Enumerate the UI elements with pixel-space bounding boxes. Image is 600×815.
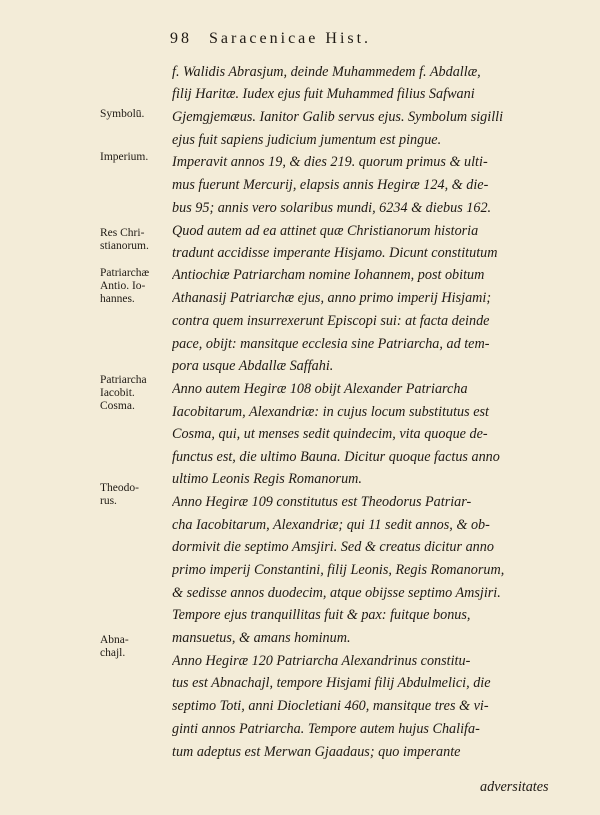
body-line: pora usque Abdallæ Saffahi.	[172, 359, 334, 374]
body-line: dormivit die septimo Amsjiri. Sed & creatus dicitur anno	[172, 540, 494, 555]
body-line: Athanasij Patriarchæ ejus, anno primo imperij Hisjami;	[172, 291, 492, 306]
margin-note-line: Symbolū.	[100, 108, 145, 120]
margin-note-symbolum	[100, 108, 172, 121]
margin-note-line: stianorum.	[100, 240, 149, 252]
margin-note-line: hannes.	[100, 293, 135, 305]
body-line: tradunt accidisse imperante Hisjamo. Dicunt constitutum	[172, 246, 498, 261]
body-line: filij Haritæ. Iudex ejus fuit Muhammed filius Safwani	[172, 87, 475, 102]
margin-note-imperium	[100, 151, 172, 164]
body-line: contra quem insurrexerunt Episcopi sui: at facta deinde	[172, 314, 490, 329]
running-header	[170, 30, 570, 48]
margin-note-abnachajl	[100, 634, 172, 660]
body-line: tum adeptus est Merwan Gjaadaus; quo imperante	[172, 745, 461, 760]
body-line: Tempore ejus tranquillitas fuit & pax: fuitque bonus,	[172, 608, 471, 623]
margin-note-theodorus	[100, 482, 172, 508]
body-line: Anno Hegiræ 109 constitutus est Theodorus Patriar-	[172, 495, 472, 510]
margin-note-line: Abna-	[100, 634, 129, 646]
body-line: tus est Abnachajl, tempore Hisjami filij Abdulmelici, die	[172, 676, 491, 691]
margin-note-line: Cosma.	[100, 400, 135, 412]
body-line: ejus fuit sapiens judicium jumentum est pingue.	[172, 133, 442, 148]
body-line: Cosma, qui, ut menses sedit quindecim, vita quoque de-	[172, 427, 488, 442]
margin-note-res-christianorum	[100, 227, 172, 253]
body-line: septimo Toti, anni Diocletiani 460, mansitque tres & vi-	[172, 699, 489, 714]
margin-note-line: Antio. Io-	[100, 280, 146, 292]
body-line: pace, obijt: mansitque ecclesia sine Patriarcha, ad tem-	[172, 337, 490, 352]
margin-note-patriarchae-antio	[100, 267, 172, 306]
body-line: & sedisse annos duodecim, atque obijsse septimo Amsjiri.	[172, 586, 501, 601]
running-title: Saracenicae Hist.	[209, 30, 372, 47]
margin-note-line: Patriarchæ	[100, 267, 150, 279]
body-line: mansuetus, & amans hominum.	[172, 631, 351, 646]
body-line: Anno Hegiræ 120 Patriarcha Alexandrinus constitu-	[172, 654, 471, 669]
body-line: ginti annos Patriarcha. Tempore autem hujus Chalifa-	[172, 722, 480, 737]
body-line: Quod autem ad ea attinet quæ Christianorum historia	[172, 224, 479, 239]
body-line: f. Walidis Abrasjum, deinde Muhammedem f. Abdallæ,	[172, 65, 481, 80]
body-line: functus est, die ultimo Bauna. Dicitur quoque factus anno	[172, 450, 500, 465]
margin-note-line: rus.	[100, 495, 117, 507]
body-line: Antiochiæ Patriarcham nomine Iohannem, post obitum	[172, 268, 485, 283]
body-line: Anno autem Hegiræ 108 obijt Alexander Patriarcha	[172, 382, 468, 397]
margin-note-line: Patriarcha	[100, 374, 147, 386]
body-line: Iacobitarum, Alexandriæ: in cujus locum substitutus est	[172, 405, 489, 420]
margin-note-line: Res Chri-	[100, 227, 145, 239]
body-line: primo imperij Constantini, filij Leonis, Regis Romanorum,	[172, 563, 505, 578]
margin-note-line: Imperium.	[100, 151, 149, 163]
margin-note-line: Theodo-	[100, 482, 139, 494]
body-line: cha Iacobitarum, Alexandriæ; qui 11 sedit annos, & ob-	[172, 518, 490, 533]
body-line: Gjemgjemæus. Ianitor Galib servus ejus. Symbolum sigilli	[172, 110, 504, 125]
body-line: mus fuerunt Mercurij, elapsis annis Hegiræ 124, & die-	[172, 178, 489, 193]
body-line: bus 95; annis vero solaribus mundi, 6234 & diebus 162.	[172, 201, 492, 216]
body-line: ultimo Leonis Regis Romanorum.	[172, 472, 362, 487]
body-line: Imperavit annos 19, & dies 219. quorum primus & ulti-	[172, 155, 488, 170]
margin-note-line: Iacobit.	[100, 387, 135, 399]
margin-note-patriarcha-iacobit	[100, 374, 172, 413]
page-number: 98	[170, 30, 192, 47]
catchword: adversitates	[480, 779, 549, 795]
margin-note-line: chajl.	[100, 647, 126, 659]
